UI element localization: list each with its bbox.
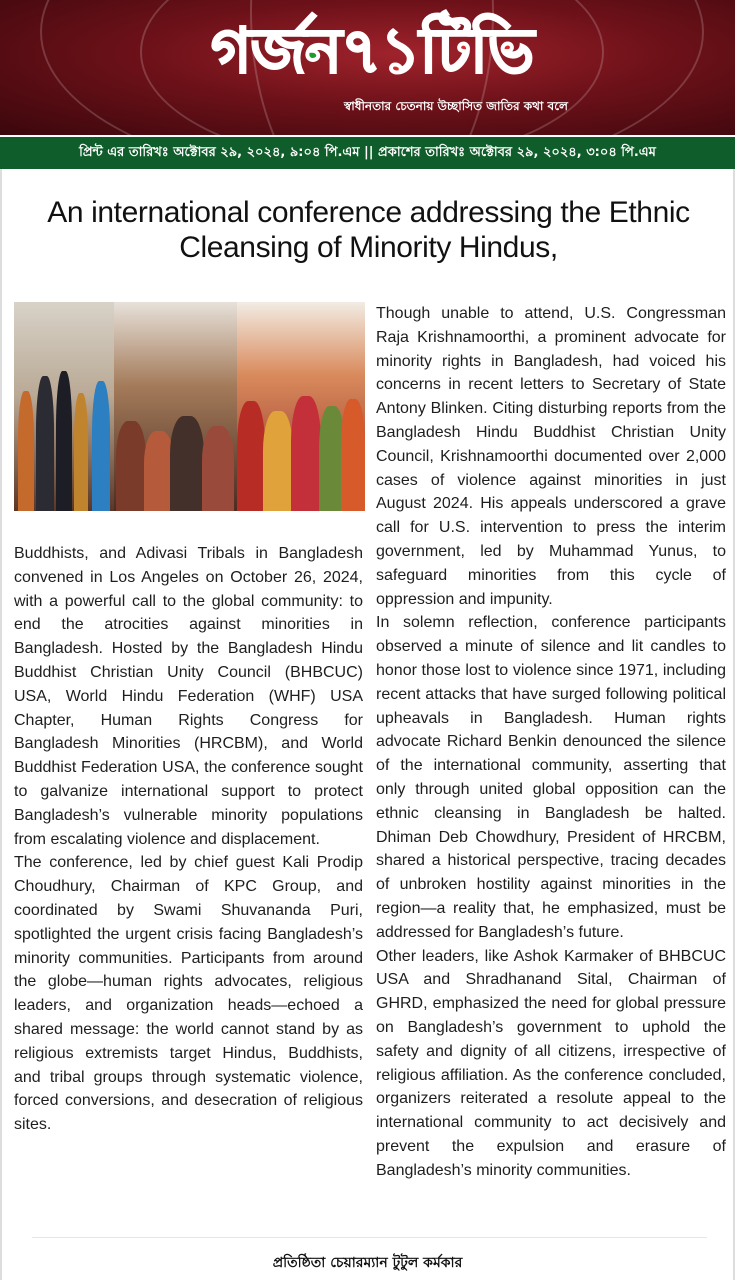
- article-column-right: [376, 302, 726, 1182]
- article-headline: An international conference addressing the Ethnic Cleansing of Minority Hindus,: [47, 196, 690, 264]
- masthead: [0, 0, 735, 135]
- photo-panel-left: [14, 302, 114, 511]
- article-paragraph: Other leaders, like Ashok Karmaker of BHBCUC USA and Shradhanand Sital, Chairman of GHRD, emphasized the need for global pressure on Bangladesh’s government to uphold the safety and dignity of all citizens, irrespective of religious affiliation. As the conference concluded, organizers reiterated a resolute appeal to the international community to act decisively and prevent the expulsion and erasure of Bangladesh’s minority communities.: [376, 947, 726, 1179]
- article-column-left: [14, 542, 363, 1137]
- article-photo[interactable]: [14, 302, 365, 511]
- logo-text-red: ৭১টিভি: [341, 14, 534, 87]
- article-paragraph: Though unable to attend, U.S. Congressman Raja Krishnamoorthi, a prominent advocate for minority rights in Bangladesh, had voiced his concerns in recent letters to Secretary of State Antony Blinken. Citing disturbing reports from the Bangladesh Hindu Buddhist Christian Unity Council, Krishnamoorthi documented over 2,000 cases of violence against minorities in just August 2024. His appeals underscored a grave call for U.S. intervention to press the interim government, led by Muhammad Yunus, to safeguard minorities from this cycle of oppression and impunity.: [376, 305, 726, 608]
- article-paragraph: Buddhists, and Adivasi Tribals in Bangladesh convened in Los Angeles on October 26, 2024, with a powerful call to the global community: to end the atrocities against minorities in Bangladesh. Hosted by the Bangladesh Hindu Buddhist Christian Unity Council (BHBCUC) USA, World Hindu Federation (WHF) USA Chapter, Human Rights Congress for Bangladesh Minorities (HRCBM), and World Buddhist Federation USA, the conference sought to galvanize international support to protect Bangladesh’s vulnerable minority populations from escalating violence and displacement.: [14, 545, 363, 848]
- footer-divider: [32, 1237, 707, 1238]
- article-paragraph: The conference, led by chief guest Kali Prodip Choudhury, Chairman of KPC Group, and coordinated by Swami Shuvananda Puri, spotlighted the urgent crisis facing Bangladesh’s minority communities. Participants from around the globe—human rights advocates, religious leaders, and organization heads—echoed a shared message: the world cannot stand by as religious extremists target Hindus, Buddhists, and tribal groups through systematic violence, forced conversions, and desecration of religious sites.: [14, 854, 363, 1134]
- logo-text-green: গর্জন: [210, 14, 342, 87]
- article-paragraph: In solemn reflection, conference participants observed a minute of silence and lit candles to honor those lost to violence since 1971, including recent attacks that have surged following political upheavals in Bangladesh. Human rights advocate Richard Benkin denounced the silence of the international community, asserting that only through united global opposition can the ethnic cleansing in Bangladesh be halted. Dhiman Deb Chowdhury, President of HRCBM, shared a historical perspective, tracing decades of unbroken hostility against minorities in the region—a reality that, he emphasized, must be addressed for Bangladesh’s future.: [376, 614, 726, 941]
- site-logo[interactable]: [172, 6, 572, 96]
- footer-credit: প্রতিষ্ঠিতা চেয়ারম্যান টুটুল কর্মকার: [272, 1255, 463, 1271]
- photo-panel-right: [237, 302, 365, 511]
- photo-panel-middle: [114, 302, 237, 511]
- date-bar: [0, 135, 735, 169]
- site-tagline: স্বাধীনতার চেতনায় উচ্ছাসিত জাতির কথা বলে: [343, 99, 568, 113]
- article-page: [0, 169, 735, 1280]
- print-publish-dates: প্রিন্ট এর তারিখঃ অক্টোবর ২৯, ২০২৪, ৯:০৪ পি.এম || প্রকাশের তারিখঃ অক্টোবর ২৯, ২০২৪, ৩:০৪ পি.এম: [79, 144, 656, 160]
